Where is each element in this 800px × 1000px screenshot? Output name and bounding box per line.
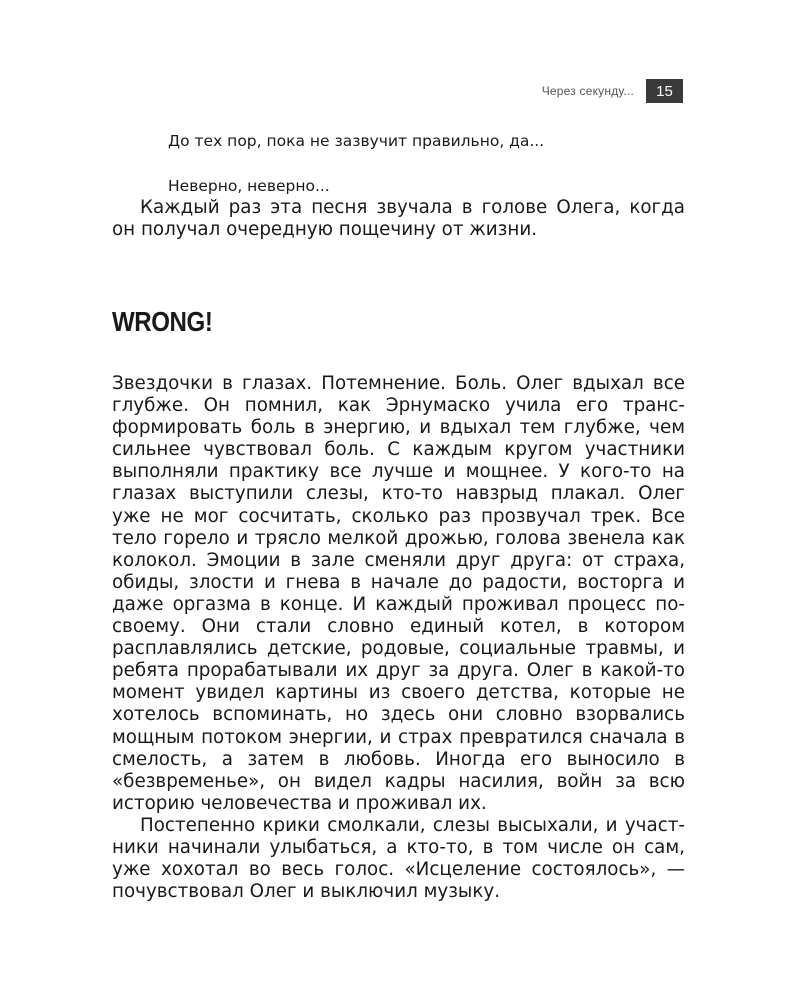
intro-paragraph: Каждый раз эта песня звучала в голове Олега, когда он получал очередную пощечину от жизни. — [112, 197, 685, 241]
running-header — [542, 79, 683, 103]
section-title: WRONG! — [112, 306, 213, 337]
body-paragraph: Звездочки в глазах. Потемнение. Боль. Олег вдыхал все глубже. Он помнил, как Эрнумаско учила его трансформировать боль в энергию, и вдыхал тем глубже, чем сильнее чувствовал боль. С каждым кругом участники выполняли практику все лучше и мощнее. У кого-то на глазах выступили слезы, кто-то навзрыд плакал. Олег уже не мог сосчитать, сколько раз прозвучал трек. Все тело горело и трясло мелкой дрожью, голова звенела как колокол. Эмоции в зале сменяли друг друга: от страха, обиды, злости и гнева в начале до радости, восторга и даже оргазма в конце. И каждый проживал процесс по-своему. Они стали словно единый котел, в котором расплавлялись детские, родовые, социальные травмы, и ребята прорабатывали их друг за друга. Олег в какой-то момент увидел картины из своего детства, которые не хотелось вспоминать, но здесь они словно взорвались мощным потоком энергии, и страх превратился сначала в смелость, а затем в любовь. Иногда его выносило в «безвременье», он видел кадры насилия, войн за всю историю человечества и проживал их. — [112, 373, 685, 814]
page-number: 15 — [646, 79, 683, 103]
body-paragraph: Постепенно крики смолкали, слезы высыхали, и участники начинали улыбаться, а кто-то, в том числе он сам, уже хохотал во весь голос. «Исцеление состоялось», — почувствовал Олег и выключил музыку. — [112, 815, 685, 903]
lyric-line: Неверно, неверно... — [168, 177, 330, 195]
lyric-line: До тех пор, пока не зазвучит правильно, да... — [168, 132, 545, 150]
running-title: Через секунду... — [541, 84, 634, 98]
